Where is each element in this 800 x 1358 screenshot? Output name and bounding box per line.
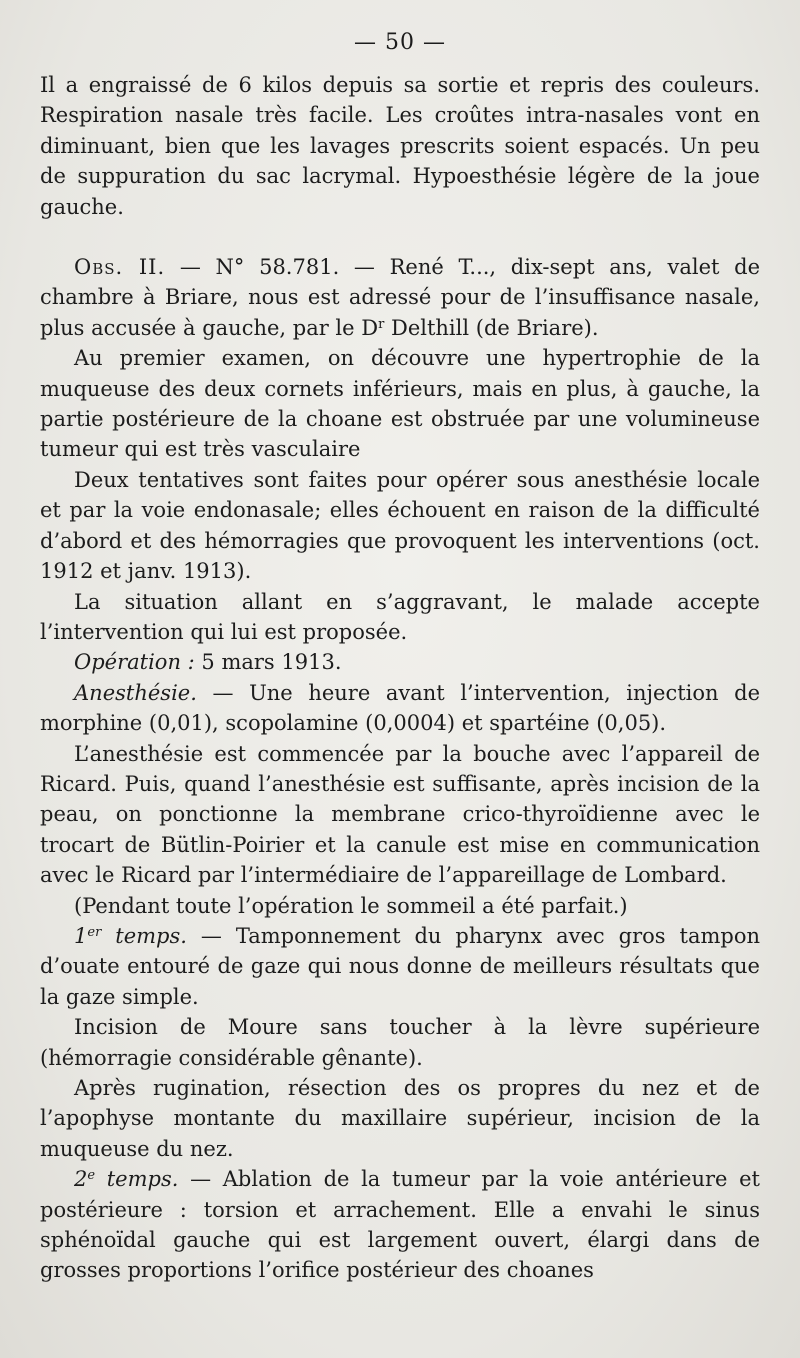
paragraph-first-step — [40, 921, 760, 1012]
operation-label: Opération : — [74, 650, 195, 675]
paragraph-attempts: Deux tentatives sont faites pour opérer sous anesthésie locale et par la voie endonasale; elles échouent en raison de la difficulté d’abord et des hémorragies que provoquent les interventions (oct. 1912 et janv. 1913). — [40, 467, 760, 584]
paragraph-follow-up: Il a engraissé de 6 kilos depuis sa sortie et repris des couleurs. Respiration nasale très facile. Les croûtes intra-nasales vont en diminuant, bien que les lavages prescrits soient espacés. Un peu de suppuration du sac lacrymal. Hypoesthésie légère de la joue gauche. — [40, 73, 760, 219]
anesthesia-label: Anesthésie. — [74, 680, 197, 705]
paragraph-incision: Incision de Moure sans toucher à la lèvre supérieure (hémorragie considérable gênante). — [40, 1015, 760, 1070]
anesthesia-text: — Une heure avant l’intervention, injection de morphine (0,01), scopolamine (0,0004) et spartéine (0,05). — [40, 680, 760, 736]
first-step-label: 1er temps. — [74, 923, 187, 948]
paragraph-anesthesia — [40, 678, 760, 739]
observation-text-b: Delthill (de Briare). — [384, 315, 599, 340]
paragraph-operation-date — [40, 647, 760, 677]
paragraph-sleep-note: (Pendant toute l’opération le sommeil a été parfait.) — [74, 893, 628, 918]
observation-label: Obs. II. — [74, 255, 166, 280]
observation-text-a: — N° 58.781. — René T..., dix-sept ans, valet de chambre à Briare, nous est adressé pour de l’insuffisance nasale, plus accusée à gauche, par le D — [40, 255, 761, 340]
second-step-text: — Ablation de la tumeur par la voie antérieure et postérieure : torsion et arrachement. Elle a envahi le sinus sphénoïdal gauche qui est largement ouvert, élargi dans de grosses proportions l’orifice postérieur des choanes — [40, 1167, 760, 1283]
paragraph-situation: La situation allant en s’aggravant, le malade accepte l’intervention qui lui est proposée. — [40, 589, 760, 644]
paragraph-anesthesia-procedure: L’anesthésie est commencée par la bouche avec l’appareil de Ricard. Puis, quand l’anesthésie est suffisante, après incision de la peau, on ponctionne la membrane crico-thyroïdienne avec le trocart de Bütlin-Poirier et la canule est mise en communication avec le Ricard par l’intermédiaire de l’appareillage de Lombard. — [40, 741, 760, 888]
second-step-label: 2e temps. — [74, 1167, 179, 1192]
first-step-text: — Tamponnement du pharynx avec gros tampon d’ouate entouré de gaze qui nous donne de meilleurs résultats que la gaze simple. — [40, 923, 760, 1009]
page-number: — 50 — — [354, 30, 446, 55]
operation-date: 5 mars 1913. — [194, 650, 342, 675]
paragraph-observation-2 — [40, 252, 760, 343]
doctor-superscript: r — [378, 316, 385, 332]
paragraph-second-step — [40, 1164, 760, 1286]
paragraph-first-exam: Au premier examen, on découvre une hypertrophie de la muqueuse des deux cornets inférieurs, mais en plus, à gauche, la partie postérieure de la choane est obstruée par une volumineuse tumeur qui est très vasculaire — [40, 346, 760, 462]
paragraph-rugination: Après rugination, résection des os propres du nez et de l’apophyse montante du maxillaire supérieur, incision de la muqueuse du nez. — [40, 1076, 760, 1161]
